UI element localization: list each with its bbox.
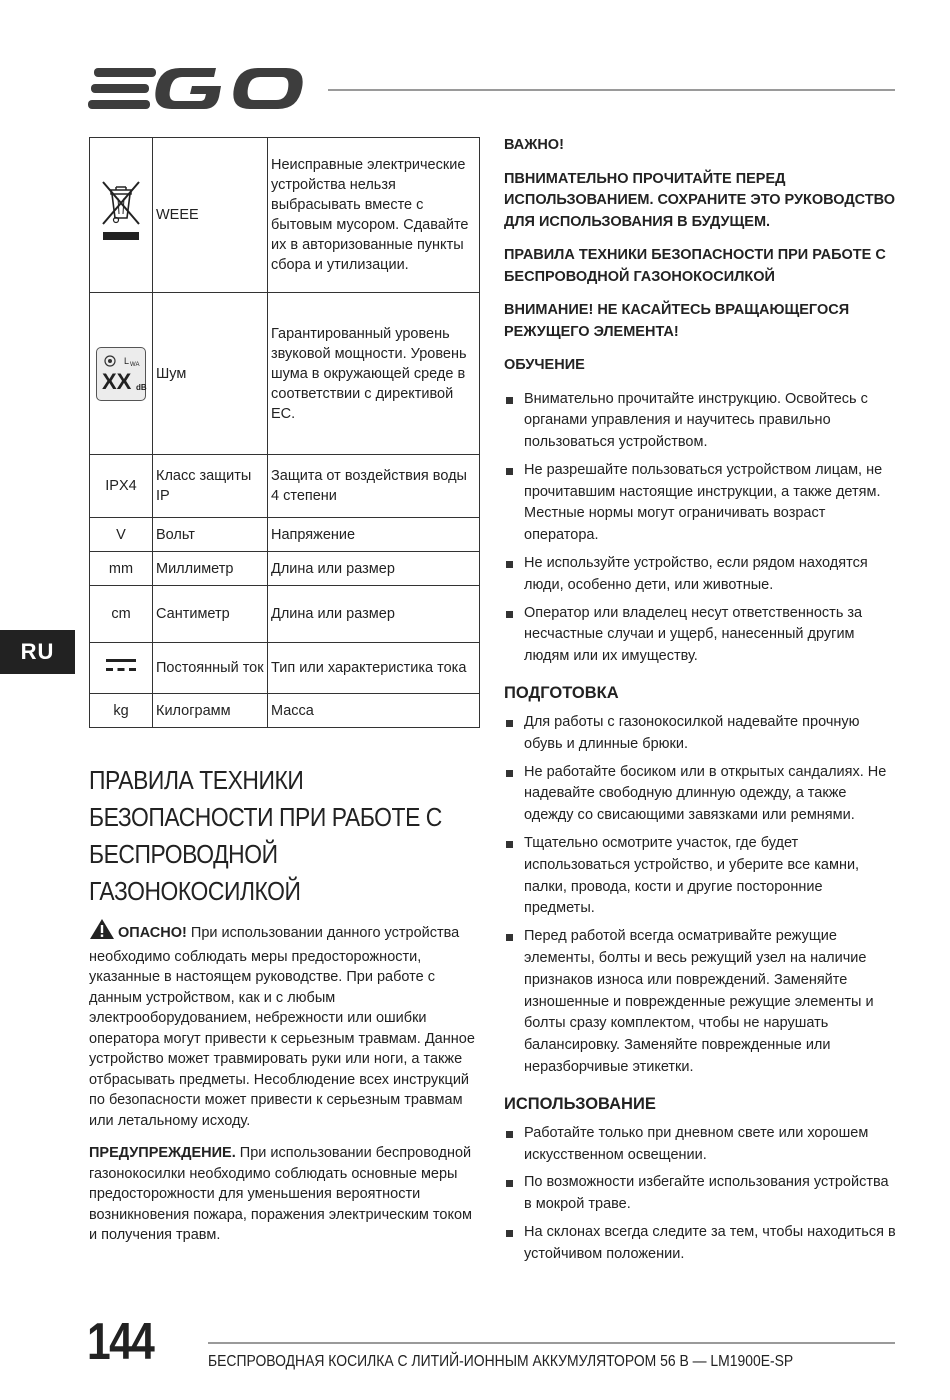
table-row — [90, 694, 480, 728]
footer-text: БЕСПРОВОДНАЯ КОСИЛКА С ЛИТИЙ-ИОННЫМ АККУМУЛЯТОРОМ 56 В — LM1900E-SP — [208, 1353, 794, 1370]
list-item: Тщательно осмотрите участок, где будет использоваться устройство, и уберите все камни, палки, провода, кости и другие посторонние предметы. — [504, 833, 896, 920]
list-item: Внимательно прочитайте инструкцию. Освойтесь с органами управления и научитесь правильно пользоваться устройством. — [504, 389, 896, 454]
sound-power-level-icon — [96, 347, 146, 401]
list-item: Для работы с газонокосилкой надевайте прочную обувь и длинные брюки. — [504, 712, 896, 756]
list-item: Не работайте босиком или в открытых сандалиях. Не надевайте свободную длинную одежду, а также одежду со свисающими завязками или ремнями. — [504, 762, 896, 827]
symbol-cell: V — [90, 518, 153, 552]
svg-text:WA: WA — [130, 361, 140, 368]
symbol-name: Постоянный ток — [153, 643, 268, 694]
footer-rule — [208, 1342, 895, 1344]
list-item: Не разрешайте пользоваться устройством лицам, не прочитавшим настоящие инструкции, а также детям. Местные нормы могут ограничивать возраст оператора. — [504, 460, 896, 547]
table-row — [90, 643, 480, 694]
preparation-list — [504, 712, 896, 1079]
symbol-cell: mm — [90, 552, 153, 586]
symbols-table — [89, 137, 480, 728]
usage-list — [504, 1123, 896, 1266]
symbol-cell — [90, 138, 153, 293]
training-heading: ОБУЧЕНИЕ — [504, 357, 585, 373]
svg-text:dB: dB — [136, 382, 147, 392]
list-item: Не используйте устройство, если рядом находятся люди, особенно дети, или животные. — [504, 553, 896, 597]
symbol-description: Защита от воздействия воды 4 степени — [268, 455, 480, 518]
table-row — [90, 455, 480, 518]
symbol-name: Вольт — [153, 518, 268, 552]
section-title: ПРАВИЛА ТЕХНИКИ БЕЗОПАСНОСТИ ПРИ РАБОТЕ С БЕСПРОВОДНОЙ ГАЗОНОКОСИЛКОЙ — [89, 765, 442, 906]
list-item: На склонах всегда следите за тем, чтобы находиться в устойчивом положении. — [504, 1222, 896, 1266]
header-rule — [328, 89, 895, 91]
symbol-cell: IPX4 — [90, 455, 153, 518]
danger-text: При использовании данного устройства необходимо соблюдать меры предосторожности, указанные в настоящем руководстве. При работе с данным устройством, как и с любым электрооборудованием, небрежности или ошибки оператора могут привести к серьезным травмам. Данное устройство может травмировать руки или ноги, а также отбрасывать предметы. Несоблюдение всех инструкций по безопасности может привести к серьезным травмам или летальному исходу. — [89, 925, 475, 1129]
right-column — [504, 135, 896, 1272]
symbol-description: Длина или размер — [268, 552, 480, 586]
symbol-name: Сантиметр — [153, 586, 268, 643]
symbol-name: Килограмм — [153, 694, 268, 728]
svg-text:L: L — [124, 355, 130, 366]
training-list — [504, 389, 896, 669]
direct-current-icon — [104, 664, 138, 680]
list-item: Работайте только при дневном свете или хорошем искусственном освещении. — [504, 1123, 896, 1167]
symbol-cell — [90, 293, 153, 455]
symbol-description: Напряжение — [268, 518, 480, 552]
warning-label: ПРЕДУПРЕЖДЕНИЕ. — [89, 1145, 236, 1161]
table-row — [90, 586, 480, 643]
preparation-heading: ПОДГОТОВКА — [504, 684, 619, 703]
table-row — [90, 293, 480, 455]
attention-heading: ВНИМАНИЕ! НЕ КАСАЙТЕСЬ ВРАЩАЮЩЕГОСЯ РЕЖУЩЕГО ЭЛЕМЕНТА! — [504, 302, 850, 340]
danger-paragraph — [89, 918, 481, 1131]
symbol-cell: kg — [90, 694, 153, 728]
read-carefully-heading: ПВНИМАТЕЛЬНО ПРОЧИТАЙТЕ ПЕРЕД ИСПОЛЬЗОВАНИЕМ. СОХРАНИТЕ ЭТО РУКОВОДСТВО ДЛЯ ИСПОЛЬЗОВАНИЯ В БУДУЩЕМ. — [504, 170, 896, 230]
warning-text: При использовании беспроводной газонокосилки необходимо соблюдать основные меры предосторожности для уменьшения вероятности возникновения пожара, поражения электрическим током и получения травм. — [89, 1145, 473, 1243]
symbol-description: Гарантированный уровень звуковой мощности. Уровень шума в окружающей среде в соответствии с директивой ЕС. — [268, 293, 480, 455]
language-tab: RU — [0, 630, 75, 674]
symbol-name: WEEE — [153, 138, 268, 293]
usage-heading: ИСПОЛЬЗОВАНИЕ — [504, 1094, 656, 1113]
symbol-name: Миллиметр — [153, 552, 268, 586]
rules-heading: ПРАВИЛА ТЕХНИКИ БЕЗОПАСНОСТИ ПРИ РАБОТЕ С БЕСПРОВОДНОЙ ГАЗОНОКОСИЛКОЙ — [504, 247, 886, 285]
symbol-description: Тип или характеристика тока — [268, 643, 480, 694]
left-column — [89, 762, 481, 1258]
list-item: Оператор или владелец несут ответственность за несчастные случаи и ущерб, нанесенный другим людям или их имуществу. — [504, 603, 896, 668]
table-row — [90, 552, 480, 586]
weee-crossed-bin-icon — [98, 236, 144, 252]
symbol-description: Масса — [268, 694, 480, 728]
sound-level-value: XX — [102, 368, 132, 394]
list-item: По возможности избегайте использования устройства в мокрой траве. — [504, 1172, 896, 1216]
ego-logo — [88, 60, 308, 120]
page-number: 144 — [87, 1313, 154, 1371]
symbol-cell: cm — [90, 586, 153, 643]
symbol-cell — [90, 643, 153, 694]
table-row — [90, 138, 480, 293]
symbol-description: Длина или размер — [268, 586, 480, 643]
symbol-name: Шум — [153, 293, 268, 455]
symbol-name: Класс защиты IP — [153, 455, 268, 518]
symbol-description: Неисправные электрические устройства нельзя выбрасывать вместе с бытовым мусором. Сдавайте их в авторизованные пункты сбора и утилизации. — [268, 138, 480, 293]
table-row — [90, 518, 480, 552]
warning-triangle-icon — [89, 918, 115, 947]
list-item: Перед работой всегда осматривайте режущие элементы, болты и весь режущий узел на наличие признаков износа или повреждений. Заменяйте изношенные и поврежденные режущие элементы и болты сразу комплектом, чтобы не нарушать балансировку. Заменяйте поврежденные или неразборчивые этикетки. — [504, 926, 896, 1079]
warning-paragraph — [89, 1143, 481, 1246]
danger-label: ОПАСНО! — [118, 925, 187, 941]
important-heading: ВАЖНО! — [504, 137, 564, 153]
